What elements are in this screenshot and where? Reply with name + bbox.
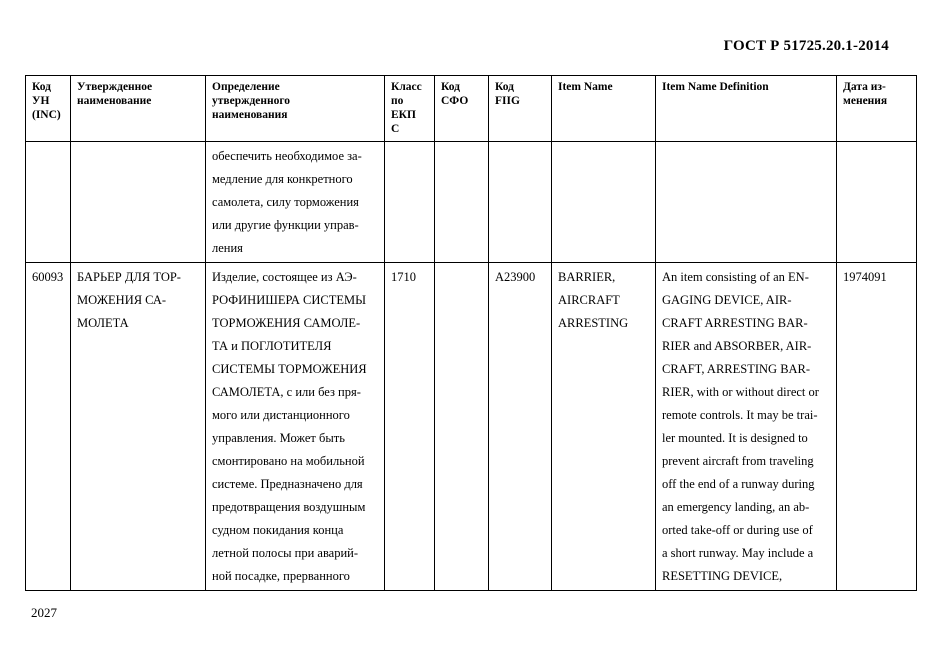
cell-line: a short runway. May include a <box>662 546 814 560</box>
cell-line: ЕКП <box>391 109 416 121</box>
cell-line: Item Name Definition <box>662 81 769 93</box>
cell-line: prevent aircraft from traveling <box>662 454 814 468</box>
cell-change-date <box>837 142 917 263</box>
cell-line: ления <box>212 241 243 255</box>
cell-line: Код <box>441 81 461 93</box>
cell-line: FIIG <box>495 95 520 107</box>
cell-line: 60093 <box>32 270 64 284</box>
cell-line: remote controls. It may be trai- <box>662 408 818 422</box>
cell-line: самолета, силу торможения <box>212 195 359 209</box>
document-standard-id: ГОСТ Р 51725.20.1-2014 <box>723 38 889 54</box>
cell-item-name-definition <box>656 142 837 263</box>
cell-line: Код <box>495 81 515 93</box>
cell-line: САМОЛЕТА, с или без пря- <box>212 385 361 399</box>
cell-line: ТА и ПОГЛОТИТЕЛЯ <box>212 339 332 353</box>
cell-inc-code <box>26 142 71 263</box>
cell-line: БАРЬЕР ДЛЯ ТОР- <box>77 270 181 284</box>
header-item-name-definition <box>656 76 837 142</box>
cell-line: orted take-off or during use of <box>662 523 813 537</box>
table-row <box>26 263 917 591</box>
cell-line: медление для конкретного <box>212 172 353 186</box>
cell-line: мого или дистанционного <box>212 408 350 422</box>
cell-line: Изделие, состоящее из АЭ- <box>212 270 357 284</box>
cell-line: CRAFT, ARRESTING BAR- <box>662 362 811 376</box>
table-row <box>26 142 917 263</box>
cell-line: или другие функции управ- <box>212 218 359 232</box>
cell-change-date <box>837 263 917 591</box>
cell-item-name <box>552 142 656 263</box>
cell-approved-name <box>71 263 206 591</box>
cell-line: A23900 <box>495 270 536 284</box>
cell-name-definition <box>206 142 385 263</box>
cell-ekps-class <box>385 142 435 263</box>
header-ekps-class <box>385 76 435 142</box>
cell-line: Код <box>32 81 52 93</box>
cell-line: утвержденного <box>212 95 291 107</box>
cell-line: С <box>391 123 400 135</box>
cell-item-name <box>552 263 656 591</box>
cell-fiig-code <box>489 263 552 591</box>
page-number: 2027 <box>31 605 57 620</box>
cell-line: Определение <box>212 81 280 93</box>
cell-line: управления. Может быть <box>212 431 345 445</box>
cell-line: 1974091 <box>843 270 887 284</box>
header-inc-code <box>26 76 71 142</box>
cell-line: летной полосы при аварий- <box>212 546 359 560</box>
cell-name-definition <box>206 263 385 591</box>
cell-line: ной посадке, прерванного <box>212 569 350 583</box>
cell-line: МОЖЕНИЯ СА- <box>77 293 167 307</box>
cell-line: системе. Предназначено для <box>212 477 363 491</box>
cell-line: наименования <box>212 109 288 121</box>
cell-line: УН <box>32 95 50 107</box>
table-header-row <box>26 76 917 142</box>
header-fiig-code <box>489 76 552 142</box>
cell-inc-code <box>26 263 71 591</box>
cell-line: CRAFT ARRESTING BAR- <box>662 316 808 330</box>
cell-line: смонтировано на мобильной <box>212 454 365 468</box>
cell-line: СИСТЕМЫ ТОРМОЖЕНИЯ <box>212 362 367 376</box>
cell-sfo-code <box>435 263 489 591</box>
cell-sfo-code <box>435 142 489 263</box>
cell-line: (INC) <box>32 109 61 121</box>
cell-line: Класс <box>391 81 422 93</box>
cell-line: RIER, with or without direct or <box>662 385 819 399</box>
header-sfo-code <box>435 76 489 142</box>
cell-line: Item Name <box>558 81 613 93</box>
cell-line: наименование <box>77 95 152 107</box>
cell-line: RESETTING DEVICE, <box>662 569 783 583</box>
cell-line: AIRCRAFT <box>558 293 620 307</box>
cell-line: ТОРМОЖЕНИЯ САМОЛЕ- <box>212 316 361 330</box>
header-approved-name <box>71 76 206 142</box>
cell-line: 1710 <box>391 270 416 284</box>
cell-ekps-class <box>385 263 435 591</box>
cell-line: off the end of a runway during <box>662 477 815 491</box>
cell-line: ler mounted. It is designed to <box>662 431 808 445</box>
cell-line: обеспечить необходимое за- <box>212 149 362 163</box>
cell-line: судном покидания конца <box>212 523 344 537</box>
cell-approved-name <box>71 142 206 263</box>
cell-line: МОЛЕТА <box>77 316 129 330</box>
cell-line: по <box>391 95 404 107</box>
cell-line: СФО <box>441 95 469 107</box>
cell-line: RIER and ABSORBER, AIR- <box>662 339 812 353</box>
cell-line: Утвержденное <box>77 81 153 93</box>
cell-line: менения <box>843 95 888 107</box>
cell-line: ARRESTING <box>558 316 629 330</box>
header-item-name <box>552 76 656 142</box>
cell-line: предотвращения воздушным <box>212 500 366 514</box>
cell-line: BARRIER, <box>558 270 616 284</box>
cell-fiig-code <box>489 142 552 263</box>
cell-item-name-definition <box>656 263 837 591</box>
catalog-table <box>25 75 917 591</box>
cell-line: an emergency landing, an ab- <box>662 500 810 514</box>
header-name-definition <box>206 76 385 142</box>
cell-line: GAGING DEVICE, AIR- <box>662 293 792 307</box>
header-change-date <box>837 76 917 142</box>
cell-line: Дата из- <box>843 81 886 93</box>
cell-line: An item consisting of an EN- <box>662 270 809 284</box>
cell-line: РОФИНИШЕРА СИСТЕМЫ <box>212 293 366 307</box>
